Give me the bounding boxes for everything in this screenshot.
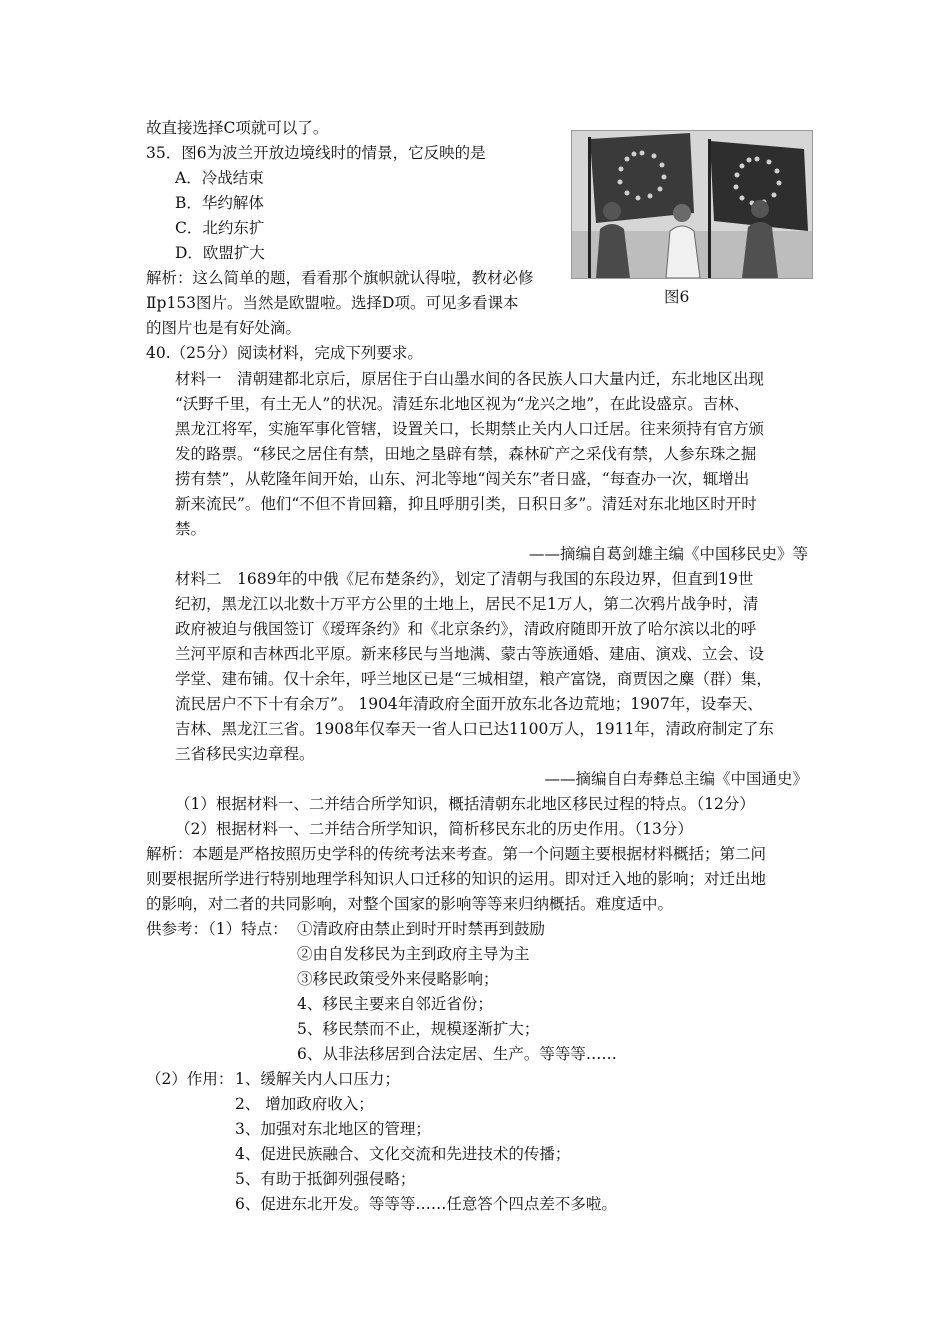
- effects-label: （2）作用：: [146, 1070, 234, 1088]
- q40-question-1: （1）根据材料一、二并结合所学知识，概括清朝东北地区移民过程的特点。（12分）: [175, 795, 755, 813]
- effect-item: 2、 增加政府收入；: [235, 1095, 374, 1113]
- eu-flags-illustration: [572, 131, 812, 278]
- figure-6-photo: [571, 130, 813, 279]
- q40-analysis-line: 解析：本题是严格按照历史学科的传统考法来考查。第一个问题主要根据材料概括；第二问: [146, 845, 767, 863]
- material2-line: 吉林、黑龙江三省。1908年仅奉天一省人口已达1100万人，1911年，清政府制定了东: [175, 720, 774, 738]
- feature-item: 6、从非法移居到合法定居、生产。等等等……: [297, 1045, 617, 1063]
- material1-line: 黑龙江将军，实施军事化管辖，设置关口，长期禁止关内人口迁居。往来须持有官方颁: [175, 420, 765, 438]
- q35-analysis-line: 的图片也是有好处滴。: [146, 319, 302, 337]
- q34-answer-tail: 故直接选择C项就可以了。: [146, 119, 329, 137]
- material1-line: “沃野千里，有土无人”的状况。清廷东北地区视为“龙兴之地”，在此设盛京。吉林、: [175, 395, 750, 413]
- material2-line: 兰河平原和吉林西北平原。新来移民与当地满、蒙古等族通婚、建庙、演戏、立会、设: [175, 645, 765, 663]
- q40-analysis-line: 则要根据所学进行特别地理学科知识人口迁移的知识的运用。即对迁入地的影响；对迁出地: [146, 870, 767, 888]
- q35-option-c: C．北约东扩: [175, 219, 265, 237]
- effect-item: 4、促进民族融合、文化交流和先进技术的传播；: [235, 1145, 571, 1163]
- feature-item: 5、移民禁而不止，规模逐渐扩大；: [297, 1020, 540, 1038]
- effect-item: 3、加强对东北地区的管理；: [235, 1120, 431, 1138]
- q35-analysis-line: 解析：这么简单的题，看看那个旗帜就认得啦，教材必修: [146, 269, 534, 287]
- material1-line: 新来流民”。他们“不但不肯回籍，抑且呼朋引类，日积日多”。清廷对东北地区时开时: [175, 495, 757, 513]
- q35-option-a: A．冷战结束: [175, 169, 264, 187]
- material2-line: 流民居户不下十有余万”。 1904年清政府全面开放东北各边荒地；1907年，设奉天、: [175, 695, 763, 713]
- q35-stem: 35．图6为波兰开放边境线时的情景，它反映的是: [146, 144, 486, 162]
- reference-label: 供参考：（1）特点：: [146, 920, 288, 938]
- material2-line: 三省移民实边章程。: [175, 745, 315, 763]
- q35-analysis-line: Ⅱp153图片。当然是欧盟啦。选择D项。可见多看课本: [146, 294, 519, 312]
- material1-line: 发的路票。“移民之居住有禁，田地之垦辟有禁，森林矿产之采伐有禁，人参东珠之掘: [175, 445, 757, 463]
- feature-item: ②由自发移民为主到政府主导为主: [297, 945, 530, 963]
- material2-line: 纪初，黑龙江以北数十万平方公里的土地上，居民不足1万人，第二次鸦片战争时，清: [175, 595, 759, 613]
- effect-item: 5、有助于抵御列强侵略；: [235, 1170, 416, 1188]
- material1-line: 捞有禁”，从乾隆年间开始，山东、河北等地“闯关东”者日盛，“每查办一次，辄增出: [175, 470, 750, 488]
- q35-option-d: D．欧盟扩大: [175, 244, 265, 262]
- effect-item: 1、缓解关内人口压力；: [235, 1070, 400, 1088]
- material2-line: 政府被迫与俄国签订《瑷珲条约》和《北京条约》，清政府随即开放了哈尔滨以北的呼: [175, 620, 757, 638]
- feature-item: 4、移民主要来自邻近省份；: [297, 995, 493, 1013]
- feature-item: ①清政府由禁止到时开时禁再到鼓励: [297, 920, 546, 938]
- feature-item: ③移民政策受外来侵略影响；: [297, 970, 499, 988]
- q40-analysis-line: 的影响，对二者的共同影响，对整个国家的影响等等来归纳概括。难度适中。: [146, 895, 674, 913]
- material2-line: 材料二 1689年的中俄《尼布楚条约》，划定了清朝与我国的东段边界，但直到19世: [175, 570, 754, 588]
- effect-item: 6、促进东北开发。等等等……任意答个四点差不多啦。: [235, 1195, 617, 1213]
- material1-source: ——摘编自葛剑雄主编《中国移民史》等: [528, 545, 808, 563]
- q35-option-b: B．华约解体: [175, 194, 264, 212]
- figure-6-caption: 图6: [664, 288, 690, 306]
- q40-stem: 40.（25分）阅读材料，完成下列要求。: [146, 344, 423, 362]
- material2-line: 学堂、建布铺。仅十余年，呼兰地区已是“三城相望，粮产富饶，商贾因之麋（群）集，: [175, 670, 772, 688]
- q40-question-2: （2）根据材料一、二并结合所学知识，简析移民东北的历史作用。（13分）: [175, 820, 693, 838]
- material1-line: 材料一 清朝建都北京后，原居住于白山墨水间的各民族人口大量内迁，东北地区出现: [175, 370, 765, 388]
- material1-line: 禁。: [175, 520, 207, 538]
- material2-source: ——摘编自白寿彝总主编《中国通史》: [544, 770, 808, 788]
